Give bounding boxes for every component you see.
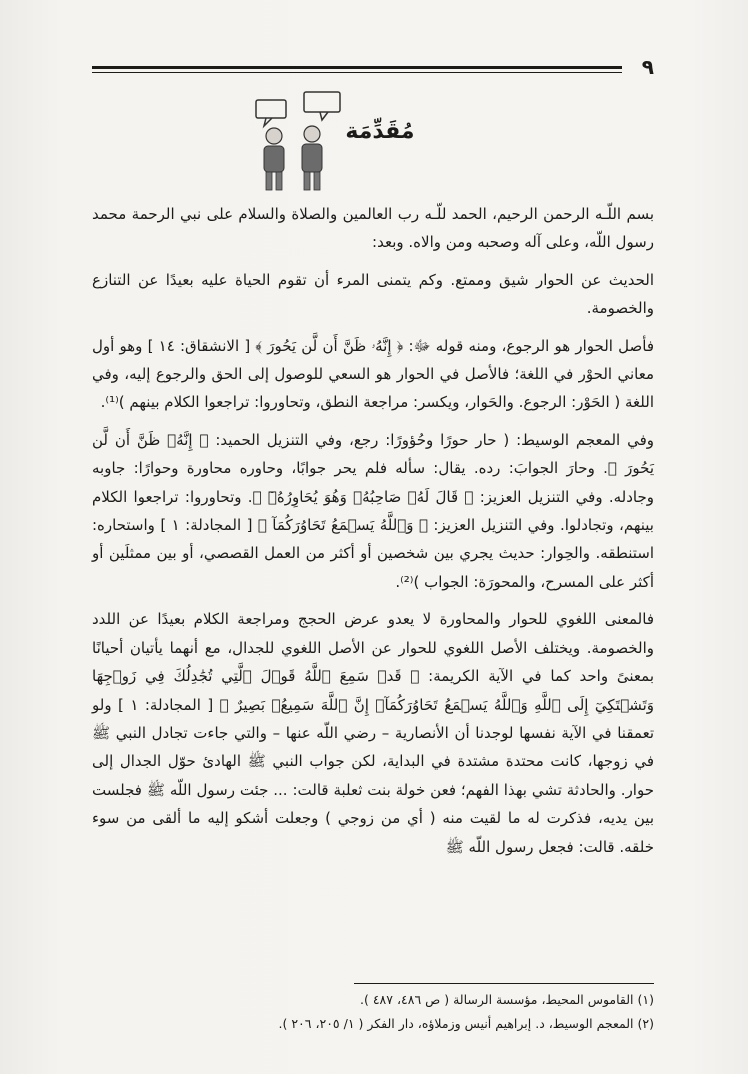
chapter-title: مُقَدِّمَة [345,119,415,144]
paragraph-intro: الحديث عن الحوار شيق وممتع. وكم يتمنى المرء أن تقوم الحياة عليه بعيدًا عن التنازع والخصومة. [92,270,654,318]
footnote-1: (١) القاموس المحيط، مؤسسة الرسالة ( ص ٤٨٦، ٤٨٧ ). [360,992,654,1007]
page-header [92,56,654,80]
header-rule [92,66,622,69]
footnote-rule [354,983,654,984]
paragraph-dictionary: وفي المعجم الوسيط: ( حار حورًا وحُؤورًا: رجع، وفي التنزيل الحميد: ﴿ إِنَّهُۥ ظَنَّ أَن لَّن يَحُورَ ﴾. وحارَ الجوابَ: رده. يقال: سأله فلم يحر جوابًا، وحاوره محاورة وحوارًا: جاوبه وجادله. وفي التنزيل العزيز: ﴿ قَالَ لَهُۥ صَاحِبُهُۥ وَهُوَ يُحَاوِرُهُۥٓ ﴾. وتحاوروا: تراجعوا الكلام بينهم، وتجادلوا. وفي التنزيل العزيز: ﴿ وَٱللَّهُ يَسۡمَعُ تَحَاوُرَكُمَآ ﴾ [ المجادلة: ١ ] واستحاره: استنطقه. والحِوار: حديث يجري بين شخصين أو أكثر من العمل القصصي، أو بين ممثلَين أو أكثر على المسرح، والمحورَة: الجواب )⁽²⁾. [92,430,654,591]
footnotes [92,988,654,1036]
footnote-2: (٢) المعجم الوسيط، د. إبراهيم أنيس وزملاؤه، دار الفكر ( ١/ ٢٠٥، ٢٠٦ ). [278,1016,654,1031]
paragraph-meaning: فالمعنى اللغوي للحوار والمحاورة لا يعدو عرض الحجج ومراجعة الكلام بعيدًا عن اللدد والخصومة. ويختلف الأصل اللغوي للحوار عن الأصل اللغوي للجدال، مع أنهما يأتيان أحيانًا بمعنىً واحد كما في الآية الكريمة: ﴿ قَدۡ سَمِعَ ٱللَّهُ قَوۡلَ ٱلَّتِي تُجَٰدِلُكَ فِي زَوۡجِهَا وَتَشۡتَكِيٓ إِلَى ٱللَّهِ وَٱللَّهُ يَسۡمَعُ تَحَاوُرَكُمَآۚ إِنَّ ٱللَّهَ سَمِيعُۢ بَصِيرٌ ﴾ [ المجادلة: ١ ] ولو تعمقنا في الآية نفسها لوجدنا أن الأنصارية – رضي اللّه عنها – والتي جاءت تجادل النبي ﷺ في زوجها، كانت محتدة مشتدة في البداية، لكن جواب النبي ﷺ الهادئ حوّل الجدال إلى حوار. والحادثة تشي بهذا الفهم؛ فعن خولة بنت ثعلبة قالت: ... جئت رسول اللّه ﷺ فجلست بين يديه، فذكرت له ما لقيت منه ( أي من زوجي ) وجعلت أشكو إليه ما ألقى من سوء خلقه. قالت: فجعل رسول اللّه ﷺ [92,610,654,856]
page-number: ٩ [641,55,654,79]
paragraph-origin: فأصل الحوار هو الرجوع، ومنه قوله ﷻ: ﴿ إِنَّهُۥ ظَنَّ أَن لَّن يَحُورَ ﴾ [ الانشقاق: ١٤ ] وهو أول معاني الحوْر في اللغة؛ فالأصل في الحوار هو السعي للوصول إلى الحق والرجوع إليه، وفي اللغة ( الحَوْر: الرجوع. والحَوار، ويكسر: مراجعة النطق، وتحاوروا: تراجعوا الكلام بينهم )⁽¹⁾. [92,336,655,412]
body-text [92,200,654,870]
paragraph-opening: بسم اللّـه الرحمن الرحيم، الحمد للّـه رب العالمين والصلاة والسلام على نبي الرحمة محمد رسول اللّه، وعلى آله وصحبه ومن والاه. وبعد: [92,205,654,252]
header-rule-thin [92,72,622,73]
